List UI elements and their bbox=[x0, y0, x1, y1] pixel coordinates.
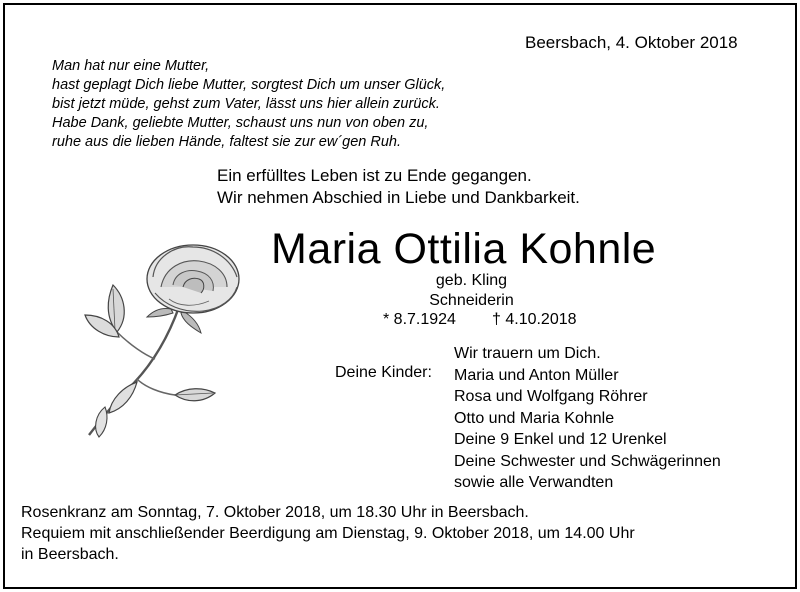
service-info bbox=[21, 502, 635, 565]
date-line: Beersbach, 4. Oktober 2018 bbox=[525, 33, 738, 52]
birth-date: * 8.7.1924 bbox=[383, 311, 456, 328]
mourners-list bbox=[454, 343, 721, 494]
obituary-notice bbox=[3, 3, 797, 589]
list-item: sowie alle Verwandten bbox=[454, 474, 614, 491]
poem-line: hast geplagt Dich liebe Mutter, sorgtest Dich um unser Glück, bbox=[52, 77, 446, 93]
poem-line: ruhe aus die lieben Hände, faltest sie zur ew´gen Ruh. bbox=[52, 134, 402, 150]
birth-name: geb. Kling bbox=[435, 272, 508, 289]
list-item: Otto und Maria Kohnle bbox=[454, 409, 615, 427]
poem-line: Man hat nur eine Mutter, bbox=[52, 58, 210, 74]
rose-icon bbox=[75, 237, 245, 442]
intro-line: Ein erfülltes Leben ist zu Ende gegangen. bbox=[217, 166, 532, 185]
intro-text bbox=[217, 165, 580, 209]
poem bbox=[52, 57, 445, 152]
deceased-name: Maria Ottilia Kohnle bbox=[271, 225, 657, 273]
list-item: Deine Schwester und Schwägerinnen bbox=[454, 452, 721, 470]
death-date: † 4.10.2018 bbox=[492, 311, 577, 328]
poem-line: bist jetzt müde, gehst zum Vater, lässt uns hier allein zurück. bbox=[52, 96, 440, 112]
occupation: Schneiderin bbox=[429, 292, 514, 309]
service-line: Rosenkranz am Sonntag, 7. Oktober 2018, um 18.30 Uhr in Beersbach. bbox=[21, 504, 529, 521]
service-line: in Beersbach. bbox=[21, 546, 119, 563]
service-line: Requiem mit anschließender Beerdigung am Dienstag, 9. Oktober 2018, um 14.00 Uhr bbox=[21, 525, 635, 542]
list-item: Rosa und Wolfgang Röhrer bbox=[454, 388, 648, 405]
poem-line: Habe Dank, geliebte Mutter, schaust uns nun von oben zu, bbox=[52, 115, 429, 131]
intro-line: Wir nehmen Abschied in Liebe und Dankbarkeit. bbox=[217, 188, 580, 207]
children-label: Deine Kinder: bbox=[335, 364, 432, 381]
list-item: Deine 9 Enkel und 12 Urenkel bbox=[454, 431, 667, 448]
list-item: Wir trauern um Dich. bbox=[454, 345, 601, 362]
list-item: Maria und Anton Müller bbox=[454, 366, 619, 384]
